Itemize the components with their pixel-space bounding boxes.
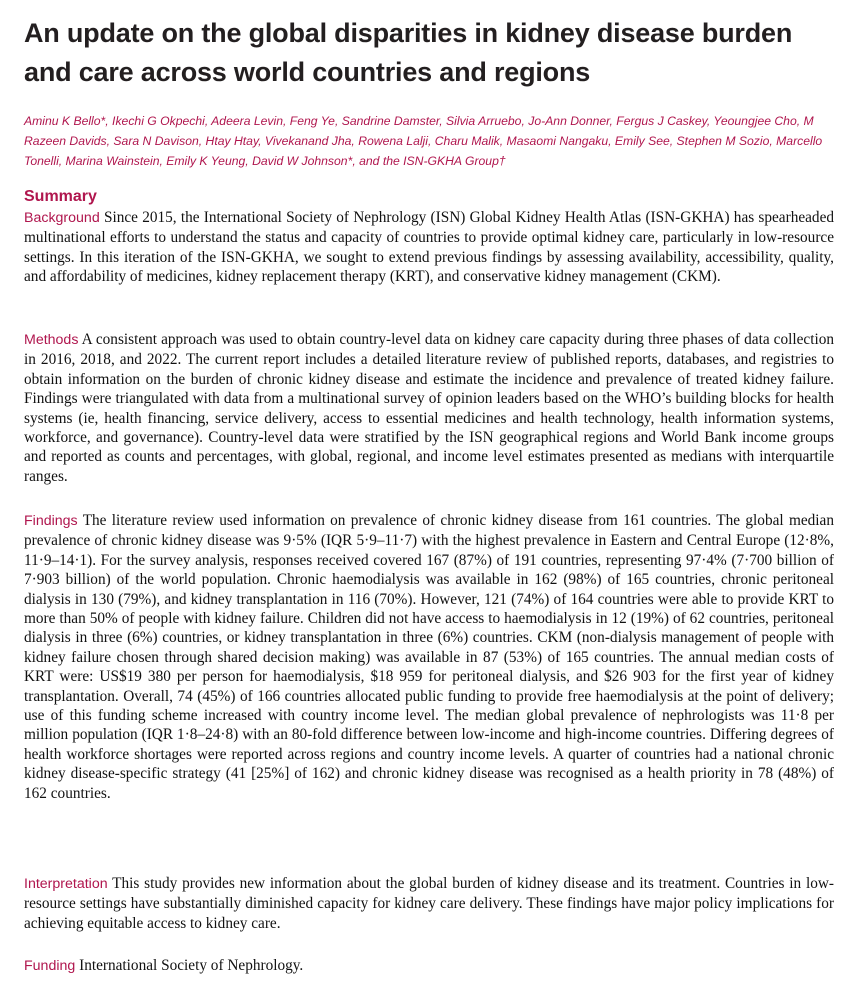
author-list: Aminu K Bello*, Ikechi G Okpechi, Adeera Levin, Feng Ye, Sandrine Damster, Silvia Arruebo, Jo-Ann Donner, Fergus J Caskey, Yeoungjee Cho, M Razeen Davids, Sara N Davison, Htay Htay, Vivekanand Jha, Rowena Lalji, Charu Malik, Masaomi Nangaku, Emily See, Stephen M Sozio, Marcello Tonelli, Marina Wainstein, Emily K Yeung, David W Johnson*, and the ISN-GKHA Group†: [24, 114, 823, 168]
background-text: Since 2015, the International Society of Nephrology (ISN) Global Kidney Health Atlas (ISN-GKHA) has spearheaded multinational efforts to understand the status and capacity of countries to provide optimal kidney care, particularly in low-resource settings. In this iteration of the ISN-GKHA, we sought to extend previous findings by assessing availability, accessibility, quality, and affordability of medicines, kidney replacement therapy (KRT), and conservative kidney management (CKM).: [24, 209, 835, 286]
interpretation-label: Interpretation: [24, 876, 108, 892]
methods-section: [24, 330, 834, 486]
background-label: Background: [24, 210, 100, 226]
article-title: An update on the global disparities in kidney disease burden and care across world countries and regions: [24, 18, 793, 87]
funding-section: [24, 956, 834, 976]
findings-text: The literature review used information on prevalence of chronic kidney disease from 161 countries. The global median prevalence of chronic kidney disease was 9·5% (IQR 5·9–11·7) with the highest prevalence in Eastern and Central Europe (12·8%, 11·9–14·1). For the survey analysis, responses received covered 167 (87%) of 191 countries, representing 97·4% (7·700 billion of 7·903 billion) of the world population. Chronic haemodialysis was available in 162 (98%) of 165 countries, chronic peritoneal dialysis in 130 (79%), and kidney transplantation in 116 (70%). However, 121 (74%) of 164 countries were able to provide KRT to more than 50% of people with kidney failure. Children did not have access to haemodialysis in 12 (19%) of 62 countries, peritoneal dialysis in three (6%) countries, or kidney transplantation in three (6%) countries. CKM (non-dialysis management of people with kidney failure chosen through shared decision making) was available in 87 (53%) of 165 countries. The annual median costs of KRT were: US$19 380 per person for haemodialysis, $18 959 for peritoneal dialysis, and $26 903 for the first year of kidney transplantation. Overall, 74 (45%) of 166 countries allocated public funding to provide free haemodialysis at the point of delivery; use of this funding scheme increased with country income level. The median global prevalence of nephrologists was 11·8 per million population (IQR 1·8–24·8) with an 80-fold difference between low-income and high-income countries. Differing degrees of health workforce shortages were reported across regions and country income levels. A quarter of countries had a national chronic kidney disease-specific strategy (41 [25%] of 162) and chronic kidney disease was recognised as a health priority in 78 (48%) of 162 countries.: [24, 512, 834, 802]
summary-heading: Summary: [24, 188, 97, 205]
funding-label: Funding: [24, 958, 76, 974]
funding-text: International Society of Nephrology.: [79, 957, 304, 974]
findings-section: [24, 511, 834, 803]
findings-label: Findings: [24, 513, 78, 529]
methods-text: A consistent approach was used to obtain country-level data on kidney care capacity during three phases of data collection in 2016, 2018, and 2022. The current report includes a detailed literature review of published reports, databases, and registries to obtain information on the burden of chronic kidney disease and estimate the incidence and prevalence of treated kidney failure. Findings were triangulated with data from a multinational survey of opinion leaders based on the WHO’s building blocks for health systems (ie, health financing, service delivery, access to essential medicines and health technology, health information systems, workforce, and governance). Country-level data were stratified by the ISN geographical regions and World Bank income groups and reported as counts and percentages, with global, regional, and income level estimates presented as medians with interquartile ranges.: [24, 331, 834, 485]
interpretation-text: This study provides new information about the global burden of kidney disease and its treatment. Countries in low-resource settings have substantially diminished capacity for kidney care delivery. These findings have major policy implications for achieving equitable access to kidney care.: [24, 875, 834, 932]
interpretation-section: [24, 874, 834, 933]
background-section: [24, 208, 834, 287]
methods-label: Methods: [24, 332, 79, 348]
